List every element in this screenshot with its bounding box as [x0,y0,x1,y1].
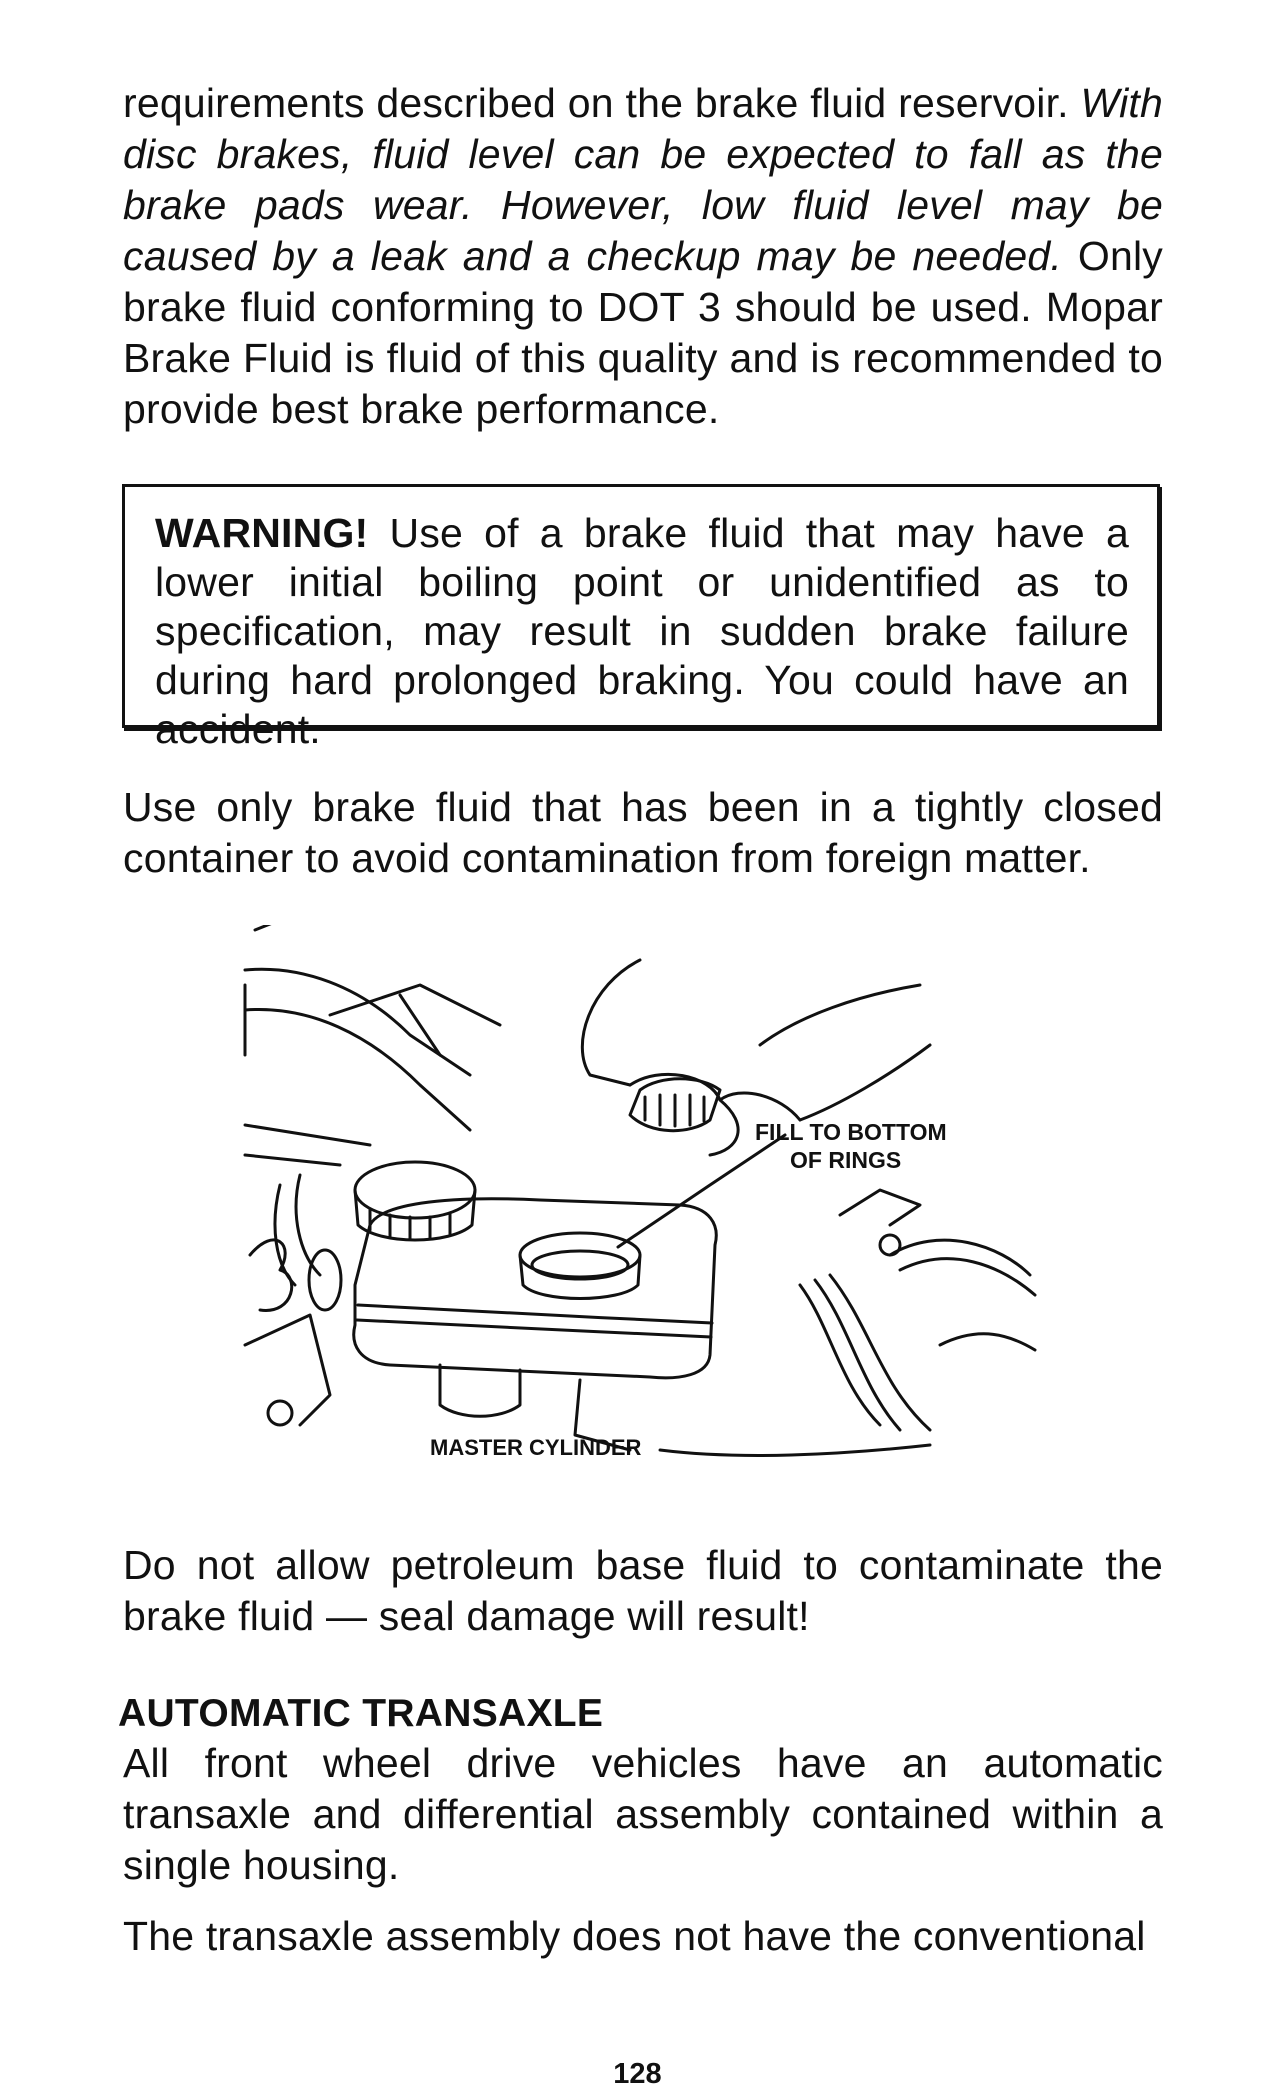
hand-sleeve [760,985,920,1045]
reservoir-cap-top [355,1162,475,1218]
warning-box [122,484,1160,752]
fill-callout-leader [618,1135,785,1247]
reservoir-cap-side [355,1190,475,1240]
section-heading: AUTOMATIC TRANSAXLE [118,1692,604,1735]
bolt-right [880,1235,900,1255]
brake-fluid-requirements-paragraph [123,78,1163,435]
hand-sleeve-2 [800,1045,930,1120]
reservoir-seam [358,1305,712,1323]
bolt-lower-left [268,1401,292,1425]
paragraph-lead-text: requirements described on the brake fluid reservoir. [123,80,1081,126]
master-cylinder-illustration [240,925,1040,1485]
warning-label: WARNING! [155,510,369,556]
wire-bundle-3 [830,1275,930,1430]
engine-lower-left [245,1315,330,1425]
cap-ridges [645,1095,704,1126]
reservoir-stem [440,1365,520,1416]
hand-arm [582,960,640,1085]
transaxle-intro-paragraph: All front wheel drive vehicles have an automatic transaxle and differential assembly contained within a single housing. [123,1740,1163,1888]
paragraph-tail-text: Only brake fluid conforming to DOT 3 should be used. Mopar Brake Fluid is fluid of this quality and is recommended to provide best brake performance. [123,233,1163,432]
warning-text-block [155,509,1129,754]
hose-upper [245,969,470,1075]
intake-rib-1 [296,1175,320,1275]
engine-body-2 [400,995,440,1055]
master-cylinder-label: MASTER CYLINDER [430,1435,642,1460]
closed-container-paragraph: Use only brake fluid that has been in a tightly closed container to avoid contamination from foreign matter. [123,784,1163,881]
petroleum-warning-paragraph: Do not allow petroleum base fluid to contaminate the brake fluid — seal damage will result! [123,1542,1163,1639]
warning-body: Use of a brake fluid that may have a lower initial boiling point or unidentified as to specification, may result in sudden brake failure during hard prolonged braking. You could have an accident. [155,510,1129,752]
fill-callout-label-line2: OF RINGS [790,1147,902,1173]
bracket-right [840,1190,920,1225]
fill-callout-label-line1: FILL TO BOTTOM [755,1119,947,1145]
disc-brake-italic-note: With disc brakes, fluid level can be expected to fall as the brake pads wear. However, low fluid level may be caused by a leak and a checkup may be needed. [123,80,1163,279]
reservoir-body [354,1199,716,1378]
transaxle-continued-paragraph: The transaxle assembly does not have the conventional [123,1913,1146,1959]
hose-upper-2 [245,1009,470,1130]
bracket-left-2 [245,1155,340,1165]
reservoir-seam-2 [357,1320,711,1337]
wire-right-3 [940,1334,1035,1350]
engine-stencil-0 [309,1250,341,1310]
lower-right-lines [660,1445,930,1455]
engine-line-1 [255,925,280,930]
intake-rib-2 [275,1185,295,1285]
wire-bundle-2 [815,1280,900,1430]
bracket-left [245,1125,370,1145]
filler-neck-ring [532,1251,628,1279]
page-number: 128 [613,2058,662,2090]
engine-stencil-3 [250,1240,292,1310]
wire-bundle-1 [800,1285,880,1425]
wire-right-1 [890,1240,1030,1275]
